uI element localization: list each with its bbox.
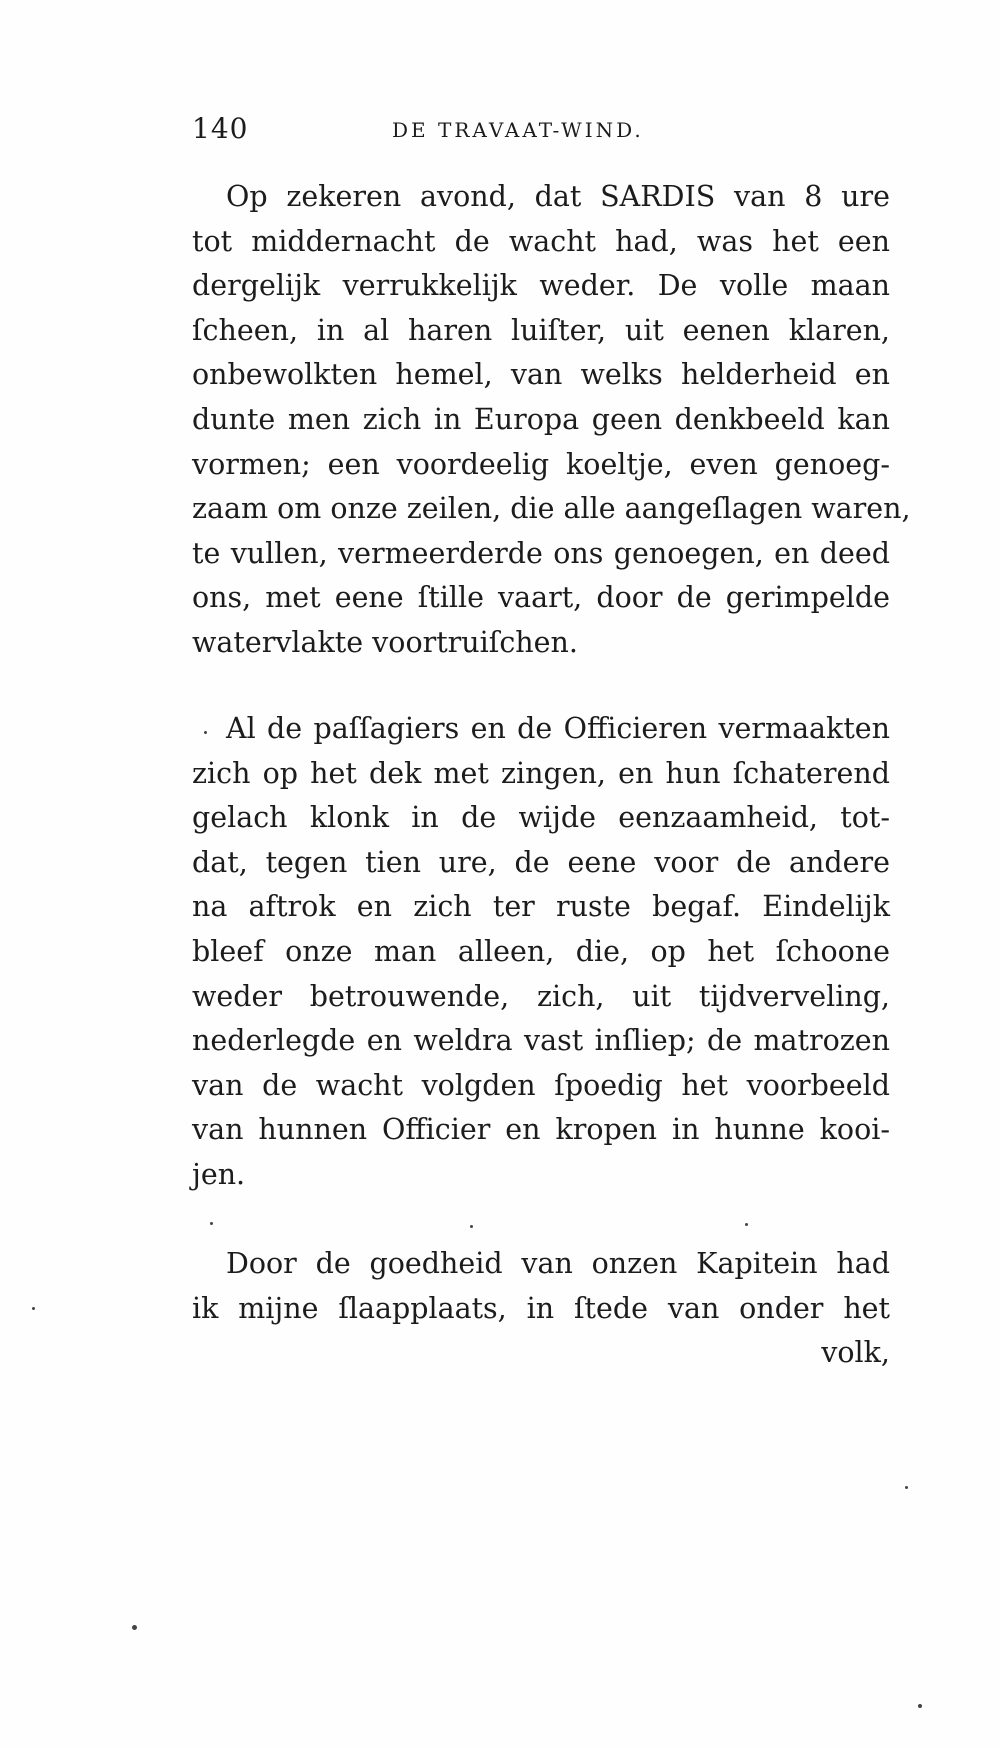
paragraph-1 <box>192 175 911 666</box>
print-speck <box>905 1486 908 1489</box>
catchword: volk, <box>821 1336 890 1370</box>
text-line: vormen; een voordeelig koeltje, even genoeg- <box>192 447 890 481</box>
text-line: van de wacht volgden ſpoedig het voorbeeld <box>192 1068 890 1102</box>
text-line: ſcheen, in al haren luiſter, uit eenen klaren, <box>192 313 890 347</box>
page-number: 140 <box>192 112 249 145</box>
print-speck <box>210 1222 213 1225</box>
text-line: dergelijk verrukkelijk weder. De volle maan <box>192 269 890 303</box>
text-line: Door de goedheid van onzen Kapitein had <box>226 1247 890 1280</box>
paragraph-2 <box>192 707 890 1198</box>
text-line: ons, met eene ſtille vaart, door de gerimpelde <box>192 581 890 615</box>
print-speck <box>745 1223 748 1226</box>
text-line: te vullen, vermeerderde ons genoegen, en deed <box>192 536 890 570</box>
text-line: onbewolkten hemel, van welks helderheid en <box>192 358 890 392</box>
running-head <box>192 112 892 152</box>
text-line: van hunnen Officier en kropen in hunne kooi- <box>192 1113 890 1147</box>
text-line: ik mijne ſlaapplaats, in ſtede van onder het <box>192 1291 890 1325</box>
text-line: gelach klonk in de wijde eenzaamheid, tot- <box>192 801 890 835</box>
text-line: Op zekeren avond, dat SARDIS van 8 ure <box>226 180 890 213</box>
print-speck <box>470 1225 473 1228</box>
text-line: bleef onze man alleen, die, op het ſchoone <box>192 934 890 968</box>
text-line: na aftrok en zich ter ruste begaf. Eindelijk <box>192 890 890 924</box>
text-line: jen. <box>192 1157 246 1191</box>
print-speck <box>132 1625 137 1630</box>
text-line: weder betrouwende, zich, uit tijdverveling, <box>192 979 890 1013</box>
text-line: Al de paſſagiers en de Officieren vermaakten <box>226 712 890 745</box>
running-title: DE TRAVAAT-WIND. <box>392 118 644 142</box>
text-line: zaam om onze zeilen, die alle aangeſlagen waren, <box>192 492 911 526</box>
print-speck <box>204 731 207 734</box>
print-speck <box>918 1704 922 1708</box>
text-line: zich op het dek met zingen, en hun ſchaterend <box>192 756 890 790</box>
text-line: tot middernacht de wacht had, was het een <box>192 224 890 258</box>
text-line: nederlegde en weldra vast inſliep; de matrozen <box>192 1024 890 1058</box>
print-speck <box>32 1307 35 1310</box>
paragraph-3 <box>192 1242 890 1376</box>
text-line: dunte men zich in Europa geen denkbeeld kan <box>192 402 890 436</box>
text-line: watervlakte voortruiſchen. <box>192 625 578 659</box>
text-line: dat, tegen tien ure, de eene voor de andere <box>192 845 890 879</box>
